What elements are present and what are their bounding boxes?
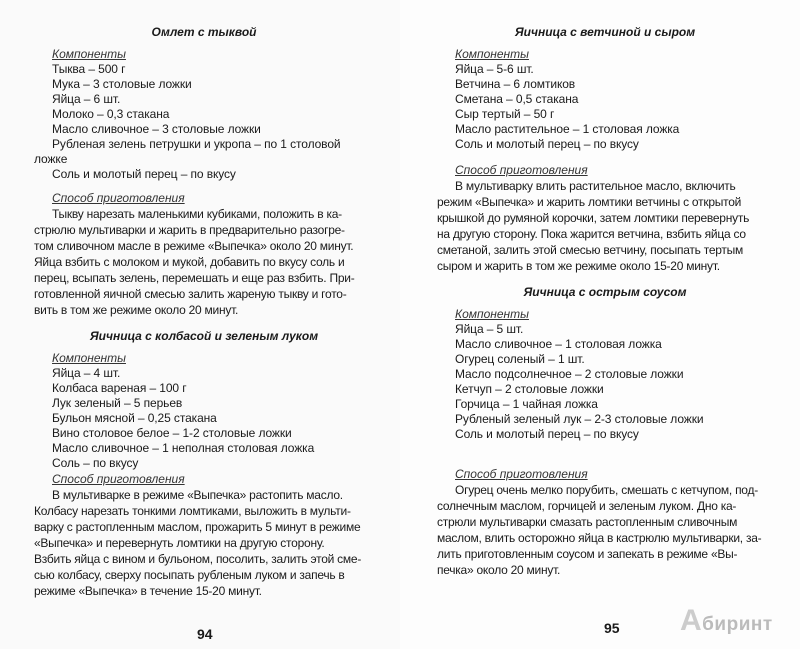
method-line: Огурец очень мелко порубить, смешать с кетчупом, под-: [455, 483, 758, 497]
method-line: сью колбасу, сверху посыпать рубленым луком и запечь в: [34, 568, 345, 582]
components-heading: Компоненты: [52, 47, 126, 61]
recipe-title: Яичница с ветчиной и сыром: [514, 25, 696, 39]
ingredient-item: Рубленый зеленый лук – 2-3 столовые ложки: [455, 412, 704, 426]
method-paragraph: [437, 178, 773, 274]
ingredient-item: Рубленая зелень петрушки и укропа – по 1 столовой: [52, 137, 341, 151]
page-number: 95: [604, 620, 620, 636]
spacer: [437, 442, 773, 466]
page-number: 94: [197, 626, 213, 642]
method-paragraph: [34, 206, 374, 318]
ingredient-item: Масло подсолнечное – 2 столовые ложки: [455, 367, 684, 381]
method-line: Взбить яйца с вином и бульоном, посолить, залить этой сме-: [34, 552, 362, 566]
ingredient-item: Соль и молотый перец – по вкусу: [455, 137, 639, 151]
ingredient-item: Яйца – 5 шт.: [455, 322, 524, 336]
ingredient-item: Яйца – 4 шт.: [52, 366, 121, 380]
ingredient-item: Соль – по вкусу: [52, 456, 139, 470]
ingredient-item: Яйца – 5-6 шт.: [455, 62, 534, 76]
recipe-section: [34, 318, 374, 599]
method-heading: Способ приготовления: [52, 472, 185, 486]
method-line: готовленной яичной смесью залить жареную тыкву и гото-: [34, 287, 347, 301]
method-heading: Способ приготовления: [455, 163, 588, 177]
method-line: Яйца взбить с молоком и мукой, добавить по вкусу соль и: [34, 255, 345, 269]
recipe-section: [437, 274, 773, 578]
ingredient-item: Огурец соленый – 1 шт.: [455, 352, 585, 366]
ingredient-item: Масло сливочное – 1 столовая ложка: [455, 337, 662, 351]
method-heading: Способ приготовления: [455, 467, 588, 481]
ingredient-item: Лук зеленый – 5 перьев: [52, 396, 183, 410]
method-line: Колбасу нарезать тонкими ломтиками, выложить в мульти-: [34, 504, 351, 518]
recipe-title: Яичница с колбасой и зеленым луком: [89, 329, 319, 343]
method-line: стрюли мультиварки смазать растопленным сливочным: [437, 515, 738, 529]
spacer: [34, 318, 374, 328]
method-line: режим «Выпечка» и жарить ломтики ветчины с открытой: [437, 195, 742, 209]
recipe-title: Яичница с острым соусом: [523, 285, 687, 299]
method-line: печка» около 20 минут.: [437, 563, 561, 577]
spacer: [437, 274, 773, 284]
ingredient-item: Горчица – 1 чайная ложка: [455, 397, 598, 411]
method-line: В мультиварку влить растительное масло, включить: [455, 179, 736, 193]
method-paragraph: [34, 487, 374, 599]
ingredient-item: Бульон мясной – 0,25 стакана: [52, 411, 217, 425]
right-page: [400, 0, 800, 649]
method-line: режиме «Выпечка» в течение 15-20 минут.: [34, 584, 262, 598]
recipe-section: [34, 24, 374, 318]
ingredient-item: Сметана – 0,5 стакана: [455, 92, 579, 106]
method-line: крышкой до румяной корочки, затем ломтики перевернуть: [437, 211, 750, 225]
ingredient-item: Ветчина – 6 ломтиков: [455, 77, 576, 91]
recipe-title: Омлет с тыквой: [151, 25, 257, 39]
ingredient-item: Вино столовое белое – 1-2 столовые ложки: [52, 426, 292, 440]
ingredient-item: Масло сливочное – 1 неполная столовая ложка: [52, 441, 315, 455]
method-line: стрюлю мультиварки и жарить в предварительно разогре-: [34, 223, 345, 237]
spacer: [437, 152, 773, 162]
method-line: сметаной, залить этой смесью ветчину, посыпать тертым: [437, 243, 744, 257]
ingredient-item: ложке: [34, 152, 68, 166]
ingredient-item: Молоко – 0,3 стакана: [52, 107, 170, 121]
ingredient-item: Сыр тертый – 50 г: [455, 107, 555, 121]
ingredient-item: Кетчуп – 2 столовые ложки: [455, 382, 604, 396]
components-heading: Компоненты: [52, 351, 126, 365]
components-heading: Компоненты: [455, 47, 529, 61]
method-line: перец, всыпать зелень, перемешать и еще раз взбить. При-: [34, 271, 355, 285]
ingredient-item: Масло растительное – 1 столовая ложка: [455, 122, 680, 136]
ingredient-item: Яйца – 6 шт.: [52, 92, 121, 106]
ingredient-item: Тыква – 500 г: [52, 62, 126, 76]
method-heading: Способ приготовления: [52, 191, 185, 205]
spacer: [34, 182, 374, 190]
method-paragraph: [437, 482, 773, 578]
method-line: «Выпечка» и перевернуть ломтики на другую сторону.: [34, 536, 325, 550]
method-line: лить приготовленным соусом и запекать в режиме «Вы-: [437, 547, 738, 561]
method-line: В мультиварке в режиме «Выпечка» растопить масло.: [52, 488, 343, 502]
recipe-section: [437, 24, 773, 274]
method-line: солнечным маслом, горчицей и зеленым луком. Дно ка-: [437, 499, 737, 513]
ingredient-item: Масло сливочное – 3 столовые ложки: [52, 122, 261, 136]
method-line: том сливочном масле в режиме «Выпечка» около 20 минут.: [34, 239, 354, 253]
components-heading: Компоненты: [455, 307, 529, 321]
method-line: Тыкву нарезать маленькими кубиками, положить в ка-: [52, 207, 342, 221]
labirint-watermark-logo: Абиринт: [680, 604, 773, 637]
right-page-content: [437, 24, 773, 578]
method-line: на другую сторону. Пока жарится ветчина, взбить яйца со: [437, 227, 746, 241]
left-page-content: [34, 24, 374, 599]
ingredient-item: Колбаса вареная – 100 г: [52, 381, 187, 395]
ingredient-item: Соль и молотый перец – по вкусу: [455, 427, 639, 441]
method-line: сыром и жарить в том же режиме около 15-20 минут.: [437, 259, 720, 273]
method-line: маслом, влить осторожно яйца в кастрюлю мультиварки, за-: [437, 531, 762, 545]
ingredient-item: Мука – 3 столовые ложки: [52, 77, 192, 91]
method-line: вить в том же режиме около 20 минут.: [34, 303, 239, 317]
method-line: варку с растопленным маслом, прожарить 5 минут в режиме: [34, 520, 361, 534]
ingredient-item: Соль и молотый перец – по вкусу: [52, 167, 236, 181]
